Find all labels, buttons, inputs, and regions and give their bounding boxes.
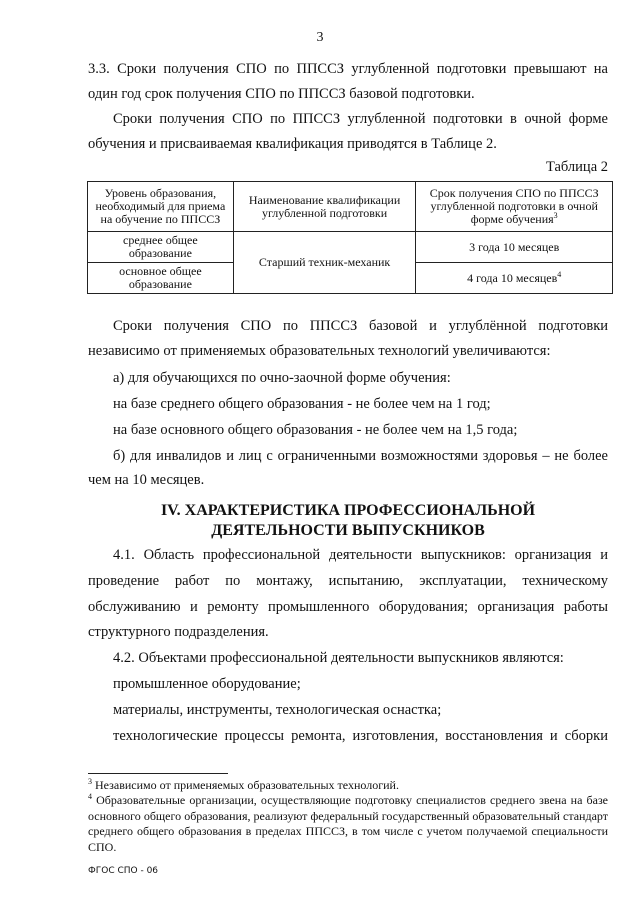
header-qualification: Наименование квалификации углубленной подготовки bbox=[233, 182, 416, 232]
row-level-basic: основное общее образование bbox=[88, 263, 234, 294]
footnote-separator bbox=[88, 773, 228, 774]
qualification-table bbox=[87, 181, 613, 294]
row-term-basic bbox=[416, 263, 613, 294]
footnote-text: Образовательные организации, осуществляющие подготовку специалистов среднего звена на базе основного общего образования, реализуют федеральный государственный образовательный стандарт среднего общего образования в пределах ППССЗ, в том числе с учетом получаемой специальности СПО. bbox=[88, 793, 609, 854]
page-number: 3 bbox=[316, 30, 324, 45]
paragraph-terms-line-2: обучения и присваиваемая квалификация приводятся в Таблице 2. bbox=[88, 136, 497, 152]
row-term-secondary: 3 года 10 месяцев bbox=[416, 232, 613, 263]
footnote-3 bbox=[88, 778, 608, 794]
footnote-ref-4: 4 bbox=[557, 269, 562, 279]
header-term-text: Срок получения СПО по ППССЗ углубленной подготовки в очной форме обучения bbox=[429, 186, 599, 226]
footnote-text: Независимо от применяемых образовательных технологий. bbox=[95, 778, 399, 792]
paragraph-3-3-line-1: 3.3. Сроки получения СПО по ППССЗ углубленной подготовки превышают на bbox=[88, 61, 608, 77]
footnote-number: 4 bbox=[88, 792, 92, 801]
row-term-basic-text: 4 года 10 месяцев bbox=[467, 270, 558, 285]
footnote-4 bbox=[88, 793, 608, 855]
list-item: на базе основного общего образования - не более чем на 1,5 года; bbox=[113, 422, 518, 438]
paragraph-increase-line-2: независимо от применяемых образовательных технологий увеличиваются: bbox=[88, 343, 551, 359]
object-item: промышленное оборудование; bbox=[113, 676, 301, 692]
paragraph-4-1-line-1: 4.1. Область профессиональной деятельности выпускников: организация и bbox=[113, 547, 608, 563]
paragraph-4-2: 4.2. Объектами профессиональной деятельности выпускников являются: bbox=[113, 650, 564, 666]
row-level-secondary: среднее общее образование bbox=[88, 232, 234, 263]
table-row bbox=[88, 232, 613, 263]
section-heading-line-1: IV. ХАРАКТЕРИСТИКА ПРОФЕССИОНАЛЬНОЙ bbox=[160, 502, 536, 519]
paragraph-increase-line-1: Сроки получения СПО по ППССЗ базовой и углублённой подготовки bbox=[113, 318, 608, 334]
paragraph-4-1-line-2: проведение работ по монтажу, испытанию, эксплуатации, техническому bbox=[88, 573, 608, 589]
footnote-number: 3 bbox=[88, 777, 92, 786]
list-item: на базе среднего общего образования - не более чем на 1 год; bbox=[113, 396, 491, 412]
paragraph-terms-line-1: Сроки получения СПО по ППССЗ углубленной подготовки в очной форме bbox=[113, 111, 608, 127]
header-education-level: Уровень образования, необходимый для приема на обучение по ППССЗ bbox=[88, 182, 234, 232]
paragraph-b-line-2: чем на 10 месяцев. bbox=[88, 472, 205, 488]
footnote-ref-3: 3 bbox=[553, 211, 558, 220]
qualification-cell: Старший техник-механик bbox=[233, 232, 416, 294]
header-term bbox=[416, 182, 613, 232]
list-item: а) для обучающихся по очно-заочной форме обучения: bbox=[113, 370, 451, 386]
object-item: материалы, инструменты, технологическая оснастка; bbox=[113, 702, 442, 718]
paragraph-b-line-1: б) для инвалидов и лиц с ограниченными возможностями здоровья – не более bbox=[113, 448, 608, 464]
document-code: ФГОС СПО - 06 bbox=[88, 866, 159, 876]
table-header-row bbox=[88, 182, 613, 232]
paragraph-3-3-line-2: один год срок получения СПО по ППССЗ базовой подготовки. bbox=[88, 86, 475, 102]
section-heading-line-2: ДЕЯТЕЛЬНОСТИ ВЫПУСКНИКОВ bbox=[211, 522, 485, 539]
paragraph-4-1-line-3: обслуживанию и ремонту промышленного оборудования; организация работы bbox=[88, 599, 608, 615]
paragraph-4-1-line-4: структурного подразделения. bbox=[88, 624, 269, 640]
table-caption: Таблица 2 bbox=[545, 159, 608, 175]
object-item: технологические процессы ремонта, изготовления, восстановления и сборки bbox=[113, 728, 608, 744]
